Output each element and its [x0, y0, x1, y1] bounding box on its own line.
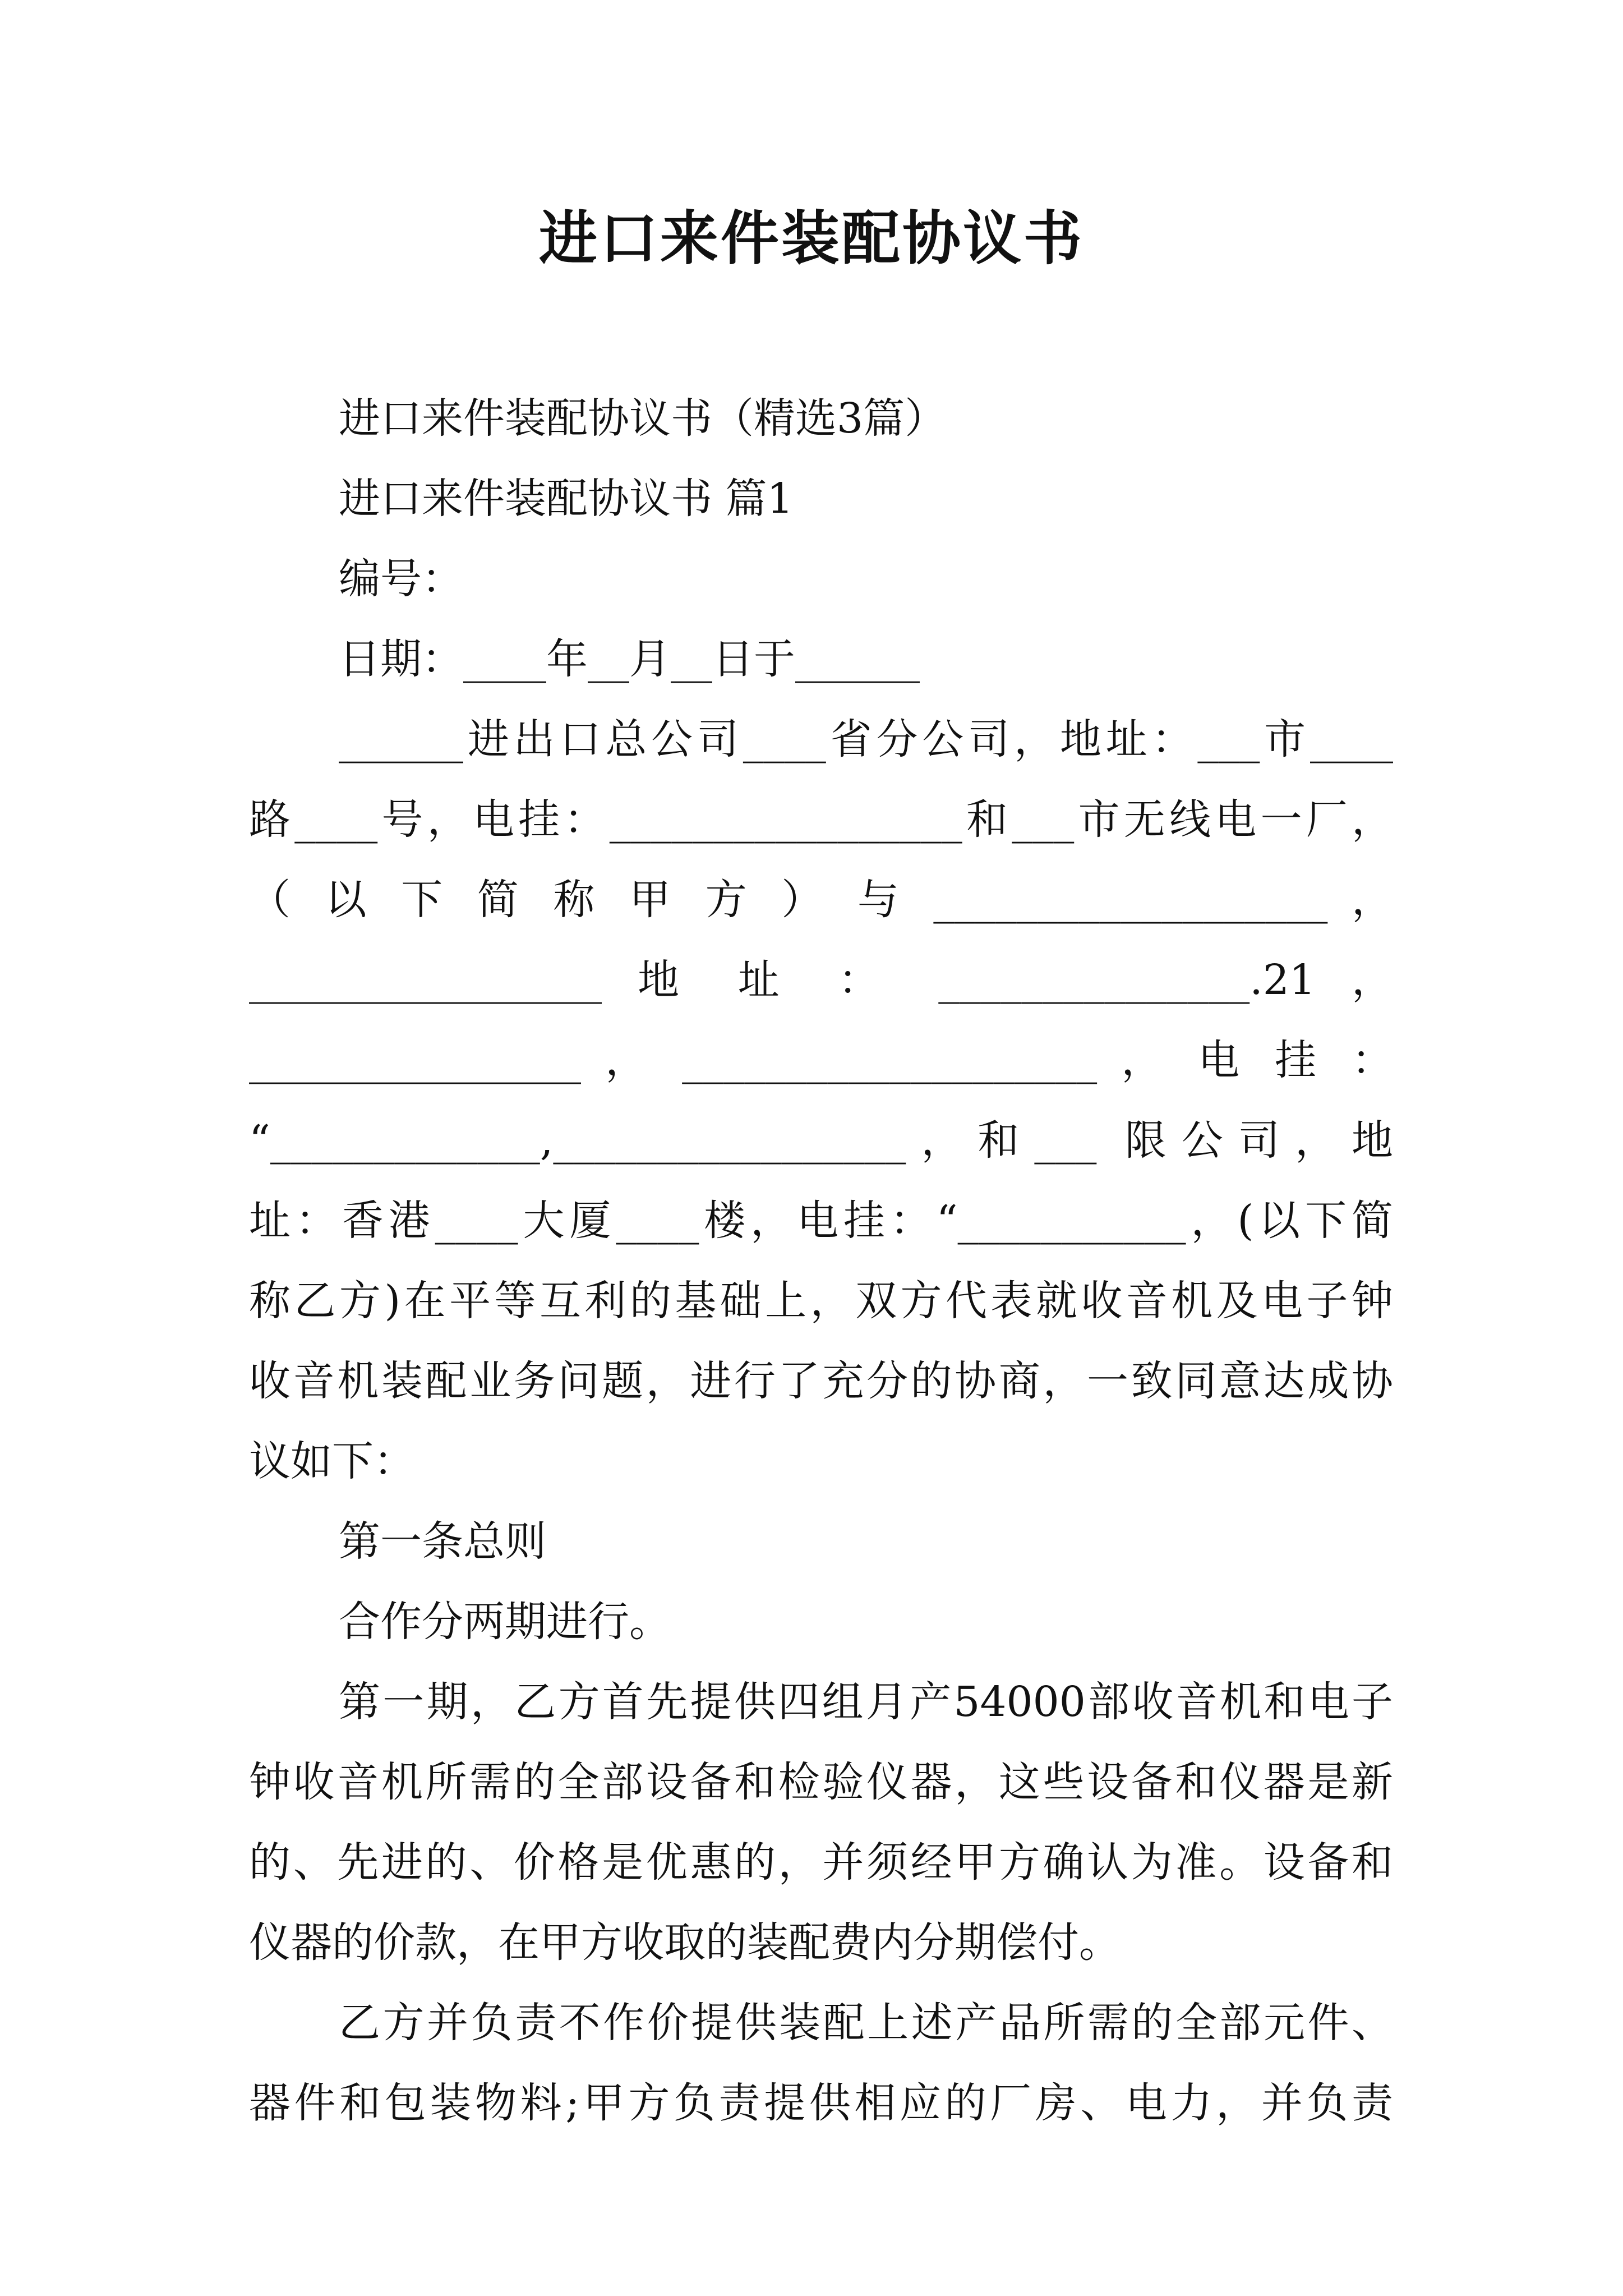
- paragraph-line: 器件和包装物料;甲方负责提供相应的厂房、电力，并负责: [249, 2079, 1393, 2127]
- document-title: 进口来件装配协议书: [538, 204, 1084, 273]
- party-b-line: 址：香港____大厦____楼，电挂：“___________，(以下简: [249, 1197, 1393, 1245]
- preamble-line: 议如下：: [249, 1437, 415, 1485]
- preamble-line: 称乙方)在平等互利的基础上，双方代表就收音机及电子钟: [249, 1277, 1393, 1325]
- paragraph-line: 合作分两期进行。: [339, 1598, 671, 1646]
- paragraph-line: 钟收音机所需的全部设备和检验仪器，这些设备和仪器是新: [249, 1758, 1393, 1806]
- party-a-line: （ 以 下 简 称 甲 方 ） 与 ___________________ ，: [249, 876, 1393, 924]
- paragraph-line: 第一期，乙方首先提供四组月产54000部收音机和电子: [339, 1678, 1393, 1726]
- party-a-line: ______进出口总公司____省分公司，地址：___市____: [339, 715, 1393, 763]
- party-b-line: “_____________,_________________，和___ 限公司，地: [249, 1116, 1393, 1165]
- article-heading: 第一条总则: [339, 1517, 546, 1566]
- party-b-line: _________________ 地 址 ： _______________.21 ，: [249, 956, 1393, 1004]
- number-field: 编号：: [339, 555, 463, 603]
- section-heading: 进口来件装配协议书 篇1: [339, 475, 794, 523]
- party-a-line: 路____号，电挂：_________________和___市无线电一厂，: [249, 795, 1393, 844]
- party-b-line: ________________ ， ____________________ ， 电 挂 ：: [249, 1036, 1393, 1084]
- preamble-line: 收音机装配业务问题，进行了充分的协商，一致同意达成协: [249, 1357, 1393, 1405]
- paragraph-line: 乙方并负责不作价提供装配上述产品所需的全部元件、: [339, 1999, 1393, 2047]
- document-body: [249, 379, 1393, 2143]
- subtitle-line: 进口来件装配协议书（精选3篇）: [339, 394, 947, 443]
- paragraph-line: 的、先进的、价格是优惠的，并须经甲方确认为准。设备和: [249, 1838, 1393, 1887]
- date-field: 日期：____年__月__日于______: [339, 635, 920, 683]
- paragraph-line: 仪器的价款，在甲方收取的装配费内分期偿付。: [249, 1918, 1121, 1967]
